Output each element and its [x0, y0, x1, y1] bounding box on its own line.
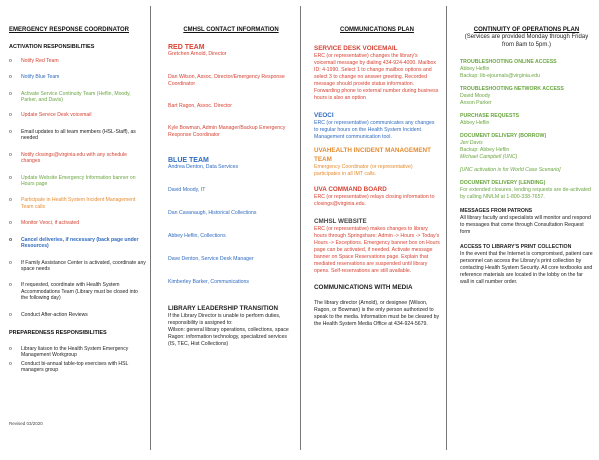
bullet-icon: o: [9, 58, 12, 64]
continuity-plan-column: [446, 0, 599, 460]
messages-text: All library faculty and specialists will monitor and respond to messages that come through Consultation Request form: [460, 215, 591, 235]
list-item: o If requested, coordinate with Health System Accommodations Team (Library must be closed into the following day): [9, 282, 138, 302]
column-title: COMMUNICATIONS PLAN: [340, 27, 414, 33]
column-title: EMERGENCY RESPONSE COORDINATOR: [9, 27, 130, 33]
list-item: o Notify Blue Team: [9, 74, 60, 81]
red-team-member: Bart Ragon, Assoc. Director: [168, 103, 233, 109]
bullet-icon: o: [9, 236, 13, 243]
bullet-icon: o: [9, 197, 12, 204]
column-title: CMHSL CONTACT INFORMATION: [183, 27, 279, 33]
print-collection-heading: ACCESS TO LIBRARY'S PRINT COLLECTION: [460, 244, 572, 250]
preparedness-heading: PREPAREDNESS RESPONSIBILITIES: [9, 329, 107, 336]
contact-line: Backup: Abbey Heflin: [460, 147, 510, 153]
bullet-icon: o: [9, 111, 12, 118]
leadership-transition-heading: LIBRARY LEADERSHIP TRANSITION: [168, 305, 279, 312]
website-text: ERC (or representative) makes changes to library hours through Springshare: Admin -> Hours -> Today's Hours -> Exceptions. Emergency banner box on Hours page can be activated, if needed. Activate message banner on Space Reservations page. Explain that mediated reservations are suspended until library opens. Self-reservations are still available.: [314, 226, 440, 274]
network-access-heading: TROUBLESHOOTING NETWORK ACCESS: [460, 86, 564, 92]
blue-team-member: David Moody, IT: [168, 187, 206, 193]
veoci-text: ERC (or representative) communicates any changes to regular hours on the Health System Incident Management communication tool.: [314, 120, 435, 140]
bullet-icon: o: [9, 282, 12, 289]
bullet-icon: o: [9, 220, 12, 227]
column-subtitle: (Services are provided Monday through Friday from 8am to 5pm.): [464, 34, 589, 48]
bullet-icon: o: [9, 345, 12, 352]
activation-list: [9, 58, 146, 318]
bullet-icon: o: [9, 90, 12, 97]
bullet-icon: o: [9, 311, 12, 318]
list-item: o Conduct After-action Reviews: [9, 311, 88, 318]
uva-command-board-heading: UVA COMMAND BOARD: [314, 186, 387, 193]
media-text: The library director (Arnold), or designee (Wilson, Ragon, or Bowman) is the only person authorized to speak to the media. Information must be be cleared by the Health System Media Office at 434-924-5679.: [314, 300, 440, 327]
blue-team-member: Dan Cavanaugh, Historical Collections: [168, 210, 257, 216]
red-team-member: Dan Wilson, Assoc. Director/Emergency Response Coordinator: [168, 74, 285, 87]
list-item: o Conduct bi-annual table-top exercises with HSL managers group: [9, 360, 129, 374]
list-item: o Update Service Desk voicemail: [9, 111, 92, 118]
list-item: o If Family Assistance Center is activated, coordinate any space needs: [9, 259, 146, 272]
list-item: o Library liaison to the Health System Emergency Management Workgroup: [9, 345, 129, 359]
revision-date: Revised 03/2020: [9, 421, 43, 426]
media-heading: COMMUNICATIONS WITH MEDIA: [314, 284, 413, 291]
transition-line: Ragon: information technology, specialized services (IS, TEC, Hist Collections): [168, 334, 287, 347]
list-item: o Update Website Emergency Information banner on Hours page: [9, 174, 136, 188]
preparedness-list: [9, 346, 146, 374]
communications-plan-column: [300, 0, 446, 460]
print-collection-text: In the event that the Internet is compromised, patient care personnel can access the Library's print collection by contacting Health System Security. All core textbooks and reference materials are located in the lobby on the far wall in call number order.: [460, 251, 593, 285]
contact-line: Abbey Heflin: [460, 120, 490, 126]
worldcat-note: [UNC activation is for World Case Scenario]: [460, 167, 561, 173]
list-item: o Notify closings@virginia.edu with any schedule changes: [9, 151, 127, 165]
contact-line: Michael Campbell (UNC): [460, 154, 518, 160]
contact-line: Anson Parker: [460, 100, 492, 106]
contact-line: David Moody: [460, 93, 491, 99]
list-item: o Notify Red Team: [9, 58, 59, 64]
uvahealth-text: Emergency Coordinator (or representative) participates in all IMT calls.: [314, 164, 413, 177]
red-team-heading: RED TEAM: [168, 44, 205, 51]
column-title: CONTINUITY OF OPERATIONS PLAN: [473, 27, 580, 33]
list-item: o Monitor Veoci, if activated: [9, 220, 80, 227]
bullet-icon: o: [9, 74, 12, 81]
emergency-coordinator-column: [0, 0, 150, 460]
red-team-member: Gretchen Arnold, Director: [168, 51, 227, 57]
activation-heading: ACTIVATION RESPONSIBILITIES: [9, 44, 95, 50]
contact-line: Jeri Davis: [460, 140, 483, 146]
list-item: o Cancel deliveries, if necessary (back page under Resources): [9, 236, 139, 250]
list-item: o Participate in Health System Incident Management Team calls: [9, 197, 136, 210]
transition-line: Wilson: general library operations, collections, space: [168, 327, 289, 333]
website-heading: CMHSL WEBSITE: [314, 218, 367, 225]
blue-team-member: Andrea Denton, Data Services: [168, 164, 239, 170]
online-access-heading: TROUBLESHOOTING ONLINE ACCESS: [460, 59, 557, 65]
uvahealth-heading: UVAHEALTH INCIDENT MANAGEMENT TEAM: [314, 147, 431, 163]
bullet-icon: o: [9, 259, 12, 266]
messages-heading: MESSAGES FROM PATRONS: [460, 208, 533, 214]
voicemail-heading: SERVICE DESK VOICEMAIL: [314, 45, 398, 52]
doc-delivery-lending-heading: DOCUMENT DELIVERY (LENDING): [460, 180, 546, 186]
contact-information-column: [150, 0, 300, 460]
contact-line: Abbey Heflin: [460, 66, 490, 72]
veoci-heading: VEOCI: [314, 112, 334, 119]
list-item: o Activate Service Continuity Team (Heflin, Moody, Parker, and Davis): [9, 90, 131, 104]
purchase-requests-heading: PURCHASE REQUESTS: [460, 113, 520, 119]
blue-team-heading: BLUE TEAM: [168, 157, 209, 164]
red-team-member: Kyle Bowman, Admin Manager/Backup Emergency Response Coordinator: [168, 125, 286, 138]
list-item: o Email updates to all team members (HSL-Staff), as needed: [9, 129, 136, 142]
bullet-icon: o: [9, 174, 12, 181]
contact-line: Backup: lib-ejournals@virginia.edu: [460, 73, 540, 79]
blue-team-member: Dave Denton, Service Desk Manager: [168, 256, 254, 262]
voicemail-text: ERC (or representative) changes the library's voicemail message by dialing 434-924-4000. Mailbox ID: 4-1990. Select 1 to change mailbox options and select 3 to change no answer greeting. Recorded message should provide status information. Forwarding phone to external number during business hours is also an option: [314, 53, 439, 101]
bullet-icon: o: [9, 151, 12, 158]
bullet-icon: o: [9, 360, 12, 367]
blue-team-member: Kimberley Barker, Communications: [168, 279, 250, 285]
uva-command-board-text: ERC (or representative) relays closing information to closings@virginia.edu.: [314, 194, 435, 207]
bullet-icon: o: [9, 129, 12, 136]
transition-text: If the Library Director is unable to perform duties, responsibility is assigned to:: [168, 313, 281, 326]
doc-delivery-borrow-heading: DOCUMENT DELIVERY (BORROW): [460, 133, 547, 139]
lending-text: For extended closures, lending requests are de-activated by calling NN/LM at 1-800-338-7657.: [460, 187, 591, 200]
blue-team-member: Abbey Heflin, Collections: [168, 233, 226, 239]
